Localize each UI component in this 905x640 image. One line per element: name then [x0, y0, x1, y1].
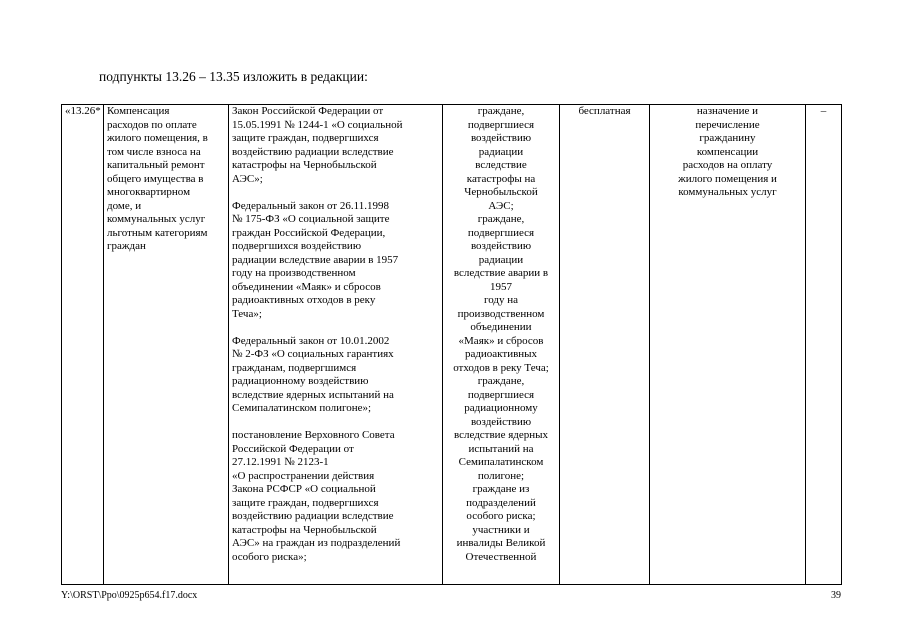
cell-recipients: граждане, подвергшиеся воздействию радиации вследствие катастрофы на Чернобыльской АЭС; граждане, подвергшиеся воздействию радиации вследствие аварии в 1957 году на производственном объединении «Маяк» и сбросов радиоактивных отходов в реку Теча; граждане, подвергшиеся радиационному воздействию вследствие ядерных испытаний на Семипалатинском полигоне; граждане из подразделений особого риска; участники и инвалиды Великой Отечественной [443, 105, 560, 585]
law-paragraph: Федеральный закон от 10.01.2002 № 2-ФЗ «О социальных гарантиях гражданам, подвергшимся радиационному воздействию вследствие ядерных испытаний на Семипалатинском полигоне»; [232, 334, 394, 414]
cell-service-name: Компенсация расходов по оплате жилого помещения, в том числе взноса на капитальный ремонт общего имущества в многоквартирном доме, и коммунальных услуг льготным категориям граждан [104, 105, 229, 585]
law-paragraph: Федеральный закон от 26.11.1998 № 175-ФЗ «О социальной защите граждан Российской Федерации, подвергшихся воздействию радиации вследствие аварии в 1957 году на производственном объединении «Маяк» и сбросов радиоактивных отходов в реку Теча»; [232, 199, 399, 320]
law-paragraph: постановление Верховного Совета Российской Федерации от 27.12.1991 № 2123-1 «О распространении действия Закона РСФСР «О социальной защите граждан, подвергшихся воздействию радиации вследствие катастрофы на Чернобыльской АЭС» на граждан из подразделений особого риска»; [232, 429, 401, 563]
cell-result: назначение и перечисление гражданину компенсации расходов на оплату жилого помещения и коммунальных услуг [650, 105, 806, 585]
footer-file-path: Y:\ORST\Ppo\0925p654.f17.docx [61, 590, 198, 601]
table-row [62, 105, 842, 585]
page-number: 39 [831, 590, 841, 601]
services-table [61, 104, 842, 585]
cell-number: «13.26* [62, 105, 104, 585]
cell-legal-basis [229, 105, 443, 585]
law-paragraph: Закон Российской Федерации от 15.05.1991 № 1244-1 «О социальной защите граждан, подвергшихся воздействию радиации вследствие катастрофы на Чернобыльской АЭС»; [232, 105, 403, 185]
cell-last: – [806, 105, 842, 585]
intro-text: подпункты 13.26 – 13.35 изложить в редакции: [99, 69, 368, 84]
cell-cost: бесплатная [560, 105, 650, 585]
